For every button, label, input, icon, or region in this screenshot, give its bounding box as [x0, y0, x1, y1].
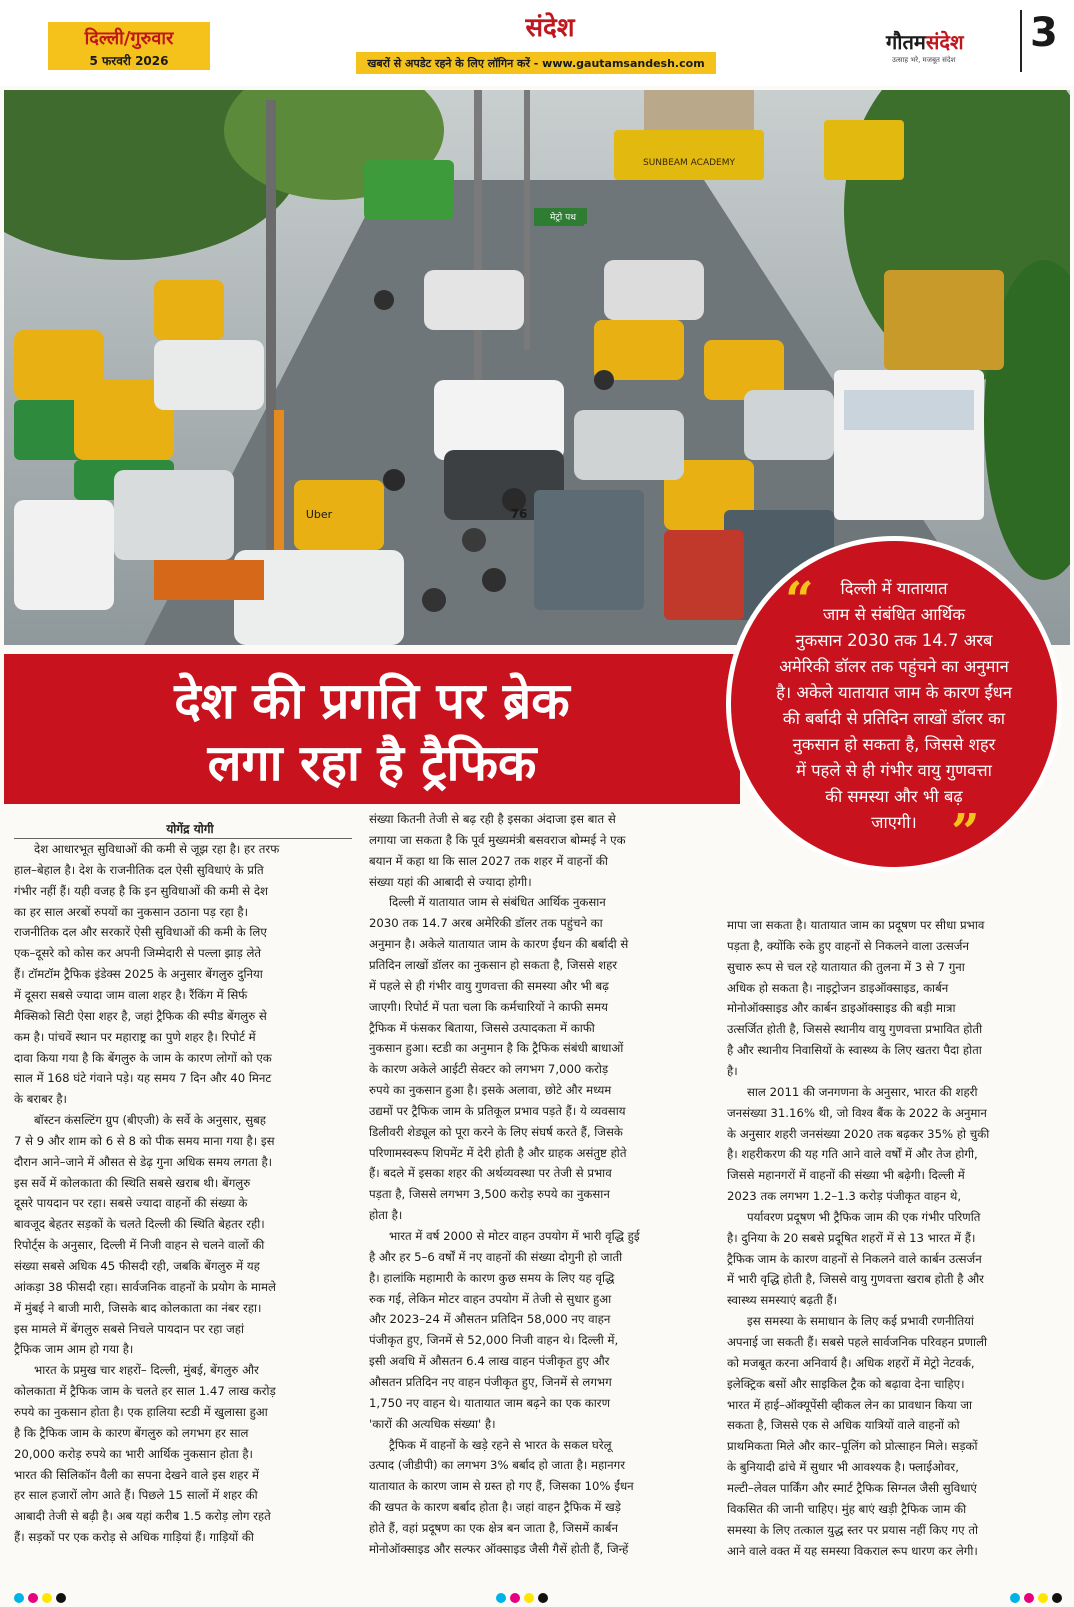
- article-line: संख्या यहां की आबादी से ज्यादा होगी।: [369, 874, 532, 889]
- sign-academy: SUNBEAM ACADEMY: [643, 158, 735, 168]
- article-line: है और स्थानीय निवासियों के स्वास्थ्य के लिए खतरा पैदा होता: [727, 1043, 982, 1058]
- article-line: जिससे महानगरों में वाहनों की संख्या भी बढ़ेगी। दिल्ली में: [727, 1168, 965, 1183]
- date-box: [48, 22, 210, 70]
- article-line: पड़ता है, क्योंकि रुके हुए वाहनों से निकलने वाला उत्सर्जन: [727, 938, 969, 953]
- article-line: ट्रैफिक जाम के कारण वाहनों से निकलने वाले कार्बन उत्सर्जन: [727, 1251, 982, 1266]
- cyan-dot: [14, 1593, 24, 1603]
- article-line: इस मामले में बेंगलुरु सबसे निचले पायदान पर रहा जहां: [14, 1321, 244, 1336]
- article-line: समस्या के लिए तत्काल युद्ध स्तर पर प्रयास नहीं किए गए तो: [727, 1522, 979, 1537]
- article-line: हैं। टॉमटॉम ट्रैफिक इंडेक्स 2025 के अनुसार बेंगलुरु दुनिया: [14, 967, 263, 982]
- website-tagline[interactable]: खबरों से अपडेट रहने के लिए लॉगिन करें - www.gautamsandesh.com: [367, 57, 705, 70]
- sign-metro: मेट्रो पथ: [550, 213, 576, 223]
- pull-quote-line: नुकसान 2030 तक 14.7 अरब: [795, 631, 993, 650]
- article-line: हैं। बदले में इसका शहर की अर्थव्यवस्था पर तेजी से प्रभाव: [369, 1166, 612, 1181]
- pull-quote-text: [749, 570, 1039, 861]
- article-line: उत्पाद (जीडीपी) का लगभग 3% बर्बाद हो जाता है। महानगर: [369, 1458, 626, 1473]
- article-line: जाएगी। रिपोर्ट में पता चला कि कर्मचारियों ने काफी समय: [369, 999, 608, 1014]
- article-line: हैं। सड़कों पर एक करोड़ से अधिक गाड़ियां हैं। गाड़ियों की: [14, 1530, 254, 1545]
- article-line: हाल–बेहाल है। देश के राजनीतिक दल ऐसी सुविधाएं के प्रति: [14, 862, 264, 877]
- article-line: मोनोऑक्साइड और कार्बन डाइऑक्साइड की बड़ी मात्रा: [727, 1001, 956, 1016]
- black-dot: [538, 1593, 548, 1603]
- article-line: पर्यावरण प्रदूषण भी ट्रैफिक जाम की एक गंभीर परिणति: [747, 1209, 981, 1224]
- article-line: अनुमान है। अकेले यातायात जाम के कारण ईंधन की बर्बादी से: [369, 937, 629, 952]
- article-line: कम है। पांचवें स्थान पर महाराष्ट्र का पुणे शहर है। रिपोर्ट में: [14, 1029, 256, 1044]
- article-line: है। हालांकि महामारी के कारण कुछ समय के लिए यह वृद्धि: [369, 1270, 615, 1285]
- article-line: होता है।: [369, 1208, 403, 1223]
- article-line: नुकसान हुआ। स्टडी का अनुमान है कि ट्रैफिक संबंधी बाधाओं: [369, 1041, 624, 1056]
- article-line: दौरान आने–जाने में औसत से डेढ़ गुना अधिक समय लगता है।: [14, 1154, 273, 1169]
- article-line: संख्या सबसे अधिक 45 फीसदी रही, जबकि बेंगलुरु में यह: [14, 1259, 260, 1273]
- article-line: दावा किया गया है कि बेंगलुरु के जाम के कारण लोगों को एक: [14, 1050, 272, 1065]
- byline: योगेंद्र योगी: [166, 822, 214, 836]
- pull-quote-line: दिल्ली में यातायात: [840, 579, 948, 598]
- newspaper-logo: [886, 28, 964, 55]
- article-line: को मजबूत करना अनिवार्य है। अधिक शहरों में मेट्रो नेटवर्क,: [727, 1355, 975, 1370]
- article-line: इलेक्ट्रिक बसों और साइकिल ट्रैक को बढ़ावा देना चाहिए।: [727, 1376, 965, 1391]
- article-line: दूसरे पायदान पर रहा। सबसे ज्यादा वाहनों की संख्या के: [14, 1196, 248, 1211]
- headline-line-1: देश की प्रगति पर ब्रेक: [174, 672, 570, 730]
- article-line: कोलकाता में ट्रैफिक जाम के चलते हर साल 1.47 लाख करोड़: [14, 1384, 276, 1399]
- article-line: एक–दूसरे को कोस कर अपनी जिम्मेदारी से पल्ला झाड़ लेते: [14, 946, 262, 961]
- article-line: ट्रैफिक में वाहनों के खड़े रहने से भारत के सकल घरेलू: [389, 1437, 612, 1452]
- registration-marks-center: [496, 1588, 552, 1598]
- pull-quote-line: अमेरिकी डॉलर तक पहुंचने का अनुमान: [779, 657, 1009, 676]
- issue-date: 5 फरवरी 2026: [89, 54, 169, 68]
- pull-quote-line: जाम से संबंधित आर्थिक: [822, 605, 966, 624]
- article-line: भारत में वर्ष 2000 से मोटर वाहन उपयोग में भारी वृद्धि हुई: [389, 1229, 640, 1243]
- pull-quote-line: की समस्या और भी बढ़: [825, 787, 963, 806]
- article-line: इस सर्वे में कोलकाता की स्थिति सबसे खराब थी। बेंगलुरु: [14, 1175, 251, 1190]
- article-line: संख्या कितनी तेजी से बढ़ रही है इसका अंदाजा इस बात से: [369, 812, 616, 826]
- article-line: सकता है, जिससे एक से अधिक यात्रियों वाले वाहनों को: [727, 1418, 960, 1433]
- article-line: जनसंख्या 31.16% थी, जो विश्व बैंक के 2022 के अनुमान: [727, 1105, 987, 1120]
- pull-quote-line: नुकसान हो सकता है, जिससे शहर: [792, 735, 996, 754]
- headline-line-2: लगा रहा है ट्रैफिक: [207, 734, 537, 792]
- article-line: रुक गई, लेकिन मोटर वाहन उपयोग में तेजी से सुधार हुआ: [369, 1291, 612, 1306]
- article-line: ट्रैफिक में फंसकर बिताया, जिससे उत्पादकता में काफी: [369, 1020, 595, 1035]
- article-line: आबादी तेजी से बढ़ी है। अब यहां करीब 1.5 करोड़ लोग रहते: [14, 1509, 271, 1524]
- article-line: बॉस्टन कंसल्टिंग ग्रुप (बीएजी) के सर्वे के अनुसार, सुबह: [34, 1113, 266, 1128]
- logo-subtitle: उत्साह भरे, मजबूत संदेश: [892, 56, 956, 64]
- registration-marks-right: [1010, 1588, 1066, 1598]
- article-line: रिपोर्ट्स के अनुसार, दिल्ली में निजी वाहन से चलने वालों की: [14, 1238, 265, 1253]
- article-line: उत्सर्जित होती है, जिससे स्थानीय वायु गुणवत्ता प्रभावित होती: [727, 1022, 983, 1037]
- headline-band: [4, 654, 740, 804]
- article-line: रुपये का नुकसान होता है। एक हालिया स्टडी में खुलासा हुआ: [14, 1404, 268, 1419]
- article-line: की खपत के कारण बर्बाद होता है। जहां वाहन ट्रैफिक में खड़े: [369, 1500, 621, 1515]
- article-line: बयान में कहा था कि साल 2027 तक शहर में वाहनों की: [369, 853, 608, 868]
- article-line: दिल्ली में यातायात जाम से संबंधित आर्थिक नुकसान: [389, 895, 606, 910]
- article-line: और 2023–24 में औसतन प्रतिदिन 58,000 नए वाहन: [369, 1312, 611, 1327]
- article-line: 20,000 करोड़ रुपये का भारी आर्थिक नुकसान होता है।: [14, 1446, 253, 1461]
- masthead: [0, 0, 1074, 86]
- pull-quote: [726, 536, 1062, 872]
- magenta-dot: [28, 1593, 38, 1603]
- close-quote-icon: ”: [951, 802, 980, 861]
- pull-quote-line: है। अकेले यातायात जाम के कारण ईंधन: [776, 683, 1012, 702]
- article-line: है कि ट्रैफिक जाम के कारण बेंगलुरु को लगभग हर साल: [14, 1425, 249, 1440]
- article-line: रुपये का नुकसान हुआ है। इसके अलावा, छोटे और मध्यम: [369, 1083, 612, 1098]
- black-dot: [56, 1593, 66, 1603]
- article-line: आंकड़ा 38 फीसदी रहा। सार्वजनिक वाहनों के प्रयोग के मामले: [14, 1279, 276, 1294]
- article-line: बावजूद बेहतर सड़कों के चलते दिल्ली की स्थिति बेहतर रही।: [14, 1217, 265, 1232]
- section-title: संदेश: [525, 13, 575, 43]
- article-line: भारत के प्रमुख चार शहरों– दिल्ली, मुंबई, बेंगलुरु और: [34, 1363, 259, 1378]
- article-line: आने वाले वक्त में यह समस्या विकराल रूप धारण कर लेगी।: [727, 1543, 978, 1558]
- article-line: पंजीकृत हुए, जिनमें से 52,000 निजी वाहन थे। दिल्ली में,: [369, 1333, 619, 1348]
- city-day: दिल्ली/गुरुवार: [84, 28, 174, 49]
- article-line: डिलीवरी शेड्यूल को पूरा करने के लिए संघर्ष करते हैं, जिसके: [369, 1124, 623, 1139]
- article-line: साल 2011 की जनगणना के अनुसार, भारत की शहरी: [747, 1084, 978, 1099]
- pull-quote-line: की बर्बादी से प्रतिदिन लाखों डॉलर का: [782, 709, 1006, 728]
- article-line: गंभीर नहीं हैं। यही वजह है कि इन सुविधाओं की कमी से देश: [14, 883, 268, 898]
- article-line: ट्रैफिक जाम आम हो गया है।: [14, 1342, 134, 1357]
- article-line: मल्टी–लेवल पार्किंग और स्मार्ट ट्रैफिक सिग्नल जैसी सुविधाएं: [727, 1480, 977, 1495]
- sign-uber: Uber: [305, 508, 333, 521]
- magenta-dot: [1024, 1593, 1034, 1603]
- article-line: इसी अवधि में औसतन 6.4 लाख वाहन पंजीकृत हुए और: [369, 1354, 610, 1369]
- article-line: 'कारों की अत्यधिक संख्या' है।: [369, 1416, 496, 1431]
- article-line: है और हर 5–6 वर्षों में नए वाहनों की संख्या दोगुनी हो जाती: [369, 1249, 623, 1264]
- pull-quote-line: में पहले से ही गंभीर वायु गुणवत्ता: [796, 761, 992, 780]
- article-line: परिणामस्वरूप शिपमेंट में देरी होती है और ग्राहक असंतुष्ट होते: [369, 1145, 627, 1160]
- yellow-dot: [42, 1593, 52, 1603]
- registration-marks-left: [14, 1588, 70, 1598]
- article-line: भारत में हाई–ऑक्यूपेंसी व्हीकल लेन का प्रावधान किया जा: [727, 1397, 973, 1412]
- cyan-dot: [1010, 1593, 1020, 1603]
- article-line: मैक्सिको सिटी ऐसा शहर है, जहां ट्रैफिक की स्पीड बेंगलुरु से: [14, 1008, 267, 1023]
- article-line: अपनाई जा सकती हैं। सबसे पहले सार्वजनिक परिवहन प्रणाली: [727, 1335, 987, 1349]
- article-line: में मुंबई ने बाजी मारी, जिसके बाद कोलकाता का नंबर रहा।: [14, 1300, 262, 1315]
- article-line: है।: [727, 1063, 738, 1078]
- article-line: लगाया जा सकता है कि पूर्व मुख्यमंत्री बसवराज बोम्मई ने एक: [369, 832, 626, 847]
- article-line: के बुनियादी ढांचे में सुधार भी आवश्यक है। फ्लाईओवर,: [727, 1460, 959, 1475]
- article-line: साल में 168 घंटे गंवाने पड़े। यह समय 7 दिन और 40 मिनट: [14, 1071, 272, 1086]
- article-line: के अनुसार शहरी जनसंख्या 2020 तक बढ़कर 35% हो चुकी: [727, 1126, 990, 1141]
- yellow-dot: [1038, 1593, 1048, 1603]
- cyan-dot: [496, 1593, 506, 1603]
- article-line: के कारण अकेले आईटी सेक्टर को लगभग 7,000 करोड़: [369, 1062, 609, 1077]
- article-line: अधिक हो सकता है। नाइट्रोजन डाइऑक्साइड, कार्बन: [727, 980, 949, 995]
- page-number: 3: [1030, 10, 1058, 56]
- article-line: देश आधारभूत सुविधाओं की कमी से जूझ रहा है। हर तरफ: [34, 842, 280, 856]
- tagline-box: [356, 52, 716, 74]
- article-line: मापा जा सकता है। यातायात जाम का प्रदूषण पर सीधा प्रभाव: [727, 918, 985, 932]
- article-line: के बराबर है।: [14, 1092, 67, 1107]
- magenta-dot: [510, 1593, 520, 1603]
- article-line: मोनोऑक्साइड और सल्फर ऑक्साइड जैसी गैसें होती हैं, जिन्हें: [369, 1541, 629, 1556]
- article-line: उद्यमों पर ट्रैफिक जाम के प्रतिकूल प्रभाव पड़ते हैं। ये व्यवसाय: [369, 1103, 626, 1118]
- pull-quote-line: जाएगी।: [871, 813, 917, 832]
- article-line: का हर साल अरबों रुपयों का नुकसान उठाना पड़ रहा है।: [14, 904, 248, 919]
- article-line: 1,750 नए वाहन थे। यातायात जाम बढ़ने का एक कारण: [369, 1395, 611, 1410]
- logo-text-b: संदेश: [925, 30, 964, 54]
- article-line: इस समस्या के समाधान के लिए कई प्रभावी रणनीतियां: [747, 1314, 974, 1329]
- article-line: विकसित की जानी चाहिए। मुंह बाएं खड़ी ट्रैफिक जाम की: [727, 1501, 967, 1516]
- article-line: 7 से 9 और शाम को 6 से 8 को पीक समय माना गया है। इस: [14, 1133, 275, 1148]
- article-line: स्वास्थ्य समस्याएं बढ़ती हैं।: [727, 1293, 838, 1308]
- article-line: में भारी वृद्धि होती है, जिससे वायु गुणवत्ता खराब होती है और: [727, 1272, 984, 1287]
- article-line: 2023 तक लगभग 1.2–1.3 करोड़ पंजीकृत वाहन थे,: [727, 1189, 962, 1204]
- yellow-dot: [524, 1593, 534, 1603]
- rider-number: 76: [510, 507, 528, 521]
- article-line: सुचारु रूप से चल रहे यातायात की तुलना में 3 से 7 गुना: [727, 959, 965, 974]
- article-line: 2030 तक 14.7 अरब अमेरिकी डॉलर तक पहुंचने का: [369, 916, 603, 931]
- article-line: में पहले से ही गंभीर वायु गुणवत्ता की समस्या और भी बढ़: [369, 978, 609, 993]
- article-line: प्राथमिकता मिले और कार–पूलिंग को प्रोत्साहन मिले। सड़कों: [727, 1439, 978, 1454]
- article-line: प्रतिदिन लाखों डॉलर का नुकसान हो सकता है, जिससे शहर: [369, 957, 618, 972]
- black-dot: [1052, 1593, 1062, 1603]
- article-line: है। शहरीकरण की यह गति आने वाले वर्षों में और तेज होगी,: [727, 1147, 978, 1162]
- article-line: भारत की सिलिकॉन वैली का सपना देखने वाले इस शहर में: [14, 1467, 259, 1482]
- article-line: राजनीतिक दल और सरकारें ऐसी सुविधाओं की कमी के लिए: [14, 925, 267, 940]
- article-line: में दूसरा सबसे ज्यादा जाम वाला शहर है। रैंकिंग में सिर्फ: [14, 987, 248, 1002]
- article-line: औसतन प्रतिदिन नए वाहन पंजीकृत हुए, जिनमें से लगभग: [369, 1374, 612, 1389]
- logo-text-a: गौतम: [886, 30, 926, 54]
- article-line: पड़ता है, जिससे लगभग 3,500 करोड़ रुपये का नुकसान: [369, 1187, 610, 1202]
- article-line: यातायात के कारण जाम से ग्रस्त हो गए हैं, जिसका 10% ईंधन: [369, 1479, 634, 1494]
- article-line: है। दुनिया के 20 सबसे प्रदूषित शहरों में से 13 भारत में हैं।: [727, 1230, 976, 1245]
- header-divider: [1020, 10, 1022, 72]
- article-line: होते हैं, वहां प्रदूषण का एक क्षेत्र बन जाता है, जिसमें कार्बन: [369, 1520, 618, 1535]
- open-quote-icon: “: [785, 570, 814, 629]
- byline-divider: [14, 838, 352, 839]
- article-line: हर साल हजारों लोग आते हैं। पिछले 15 सालों में शहर की: [14, 1488, 258, 1503]
